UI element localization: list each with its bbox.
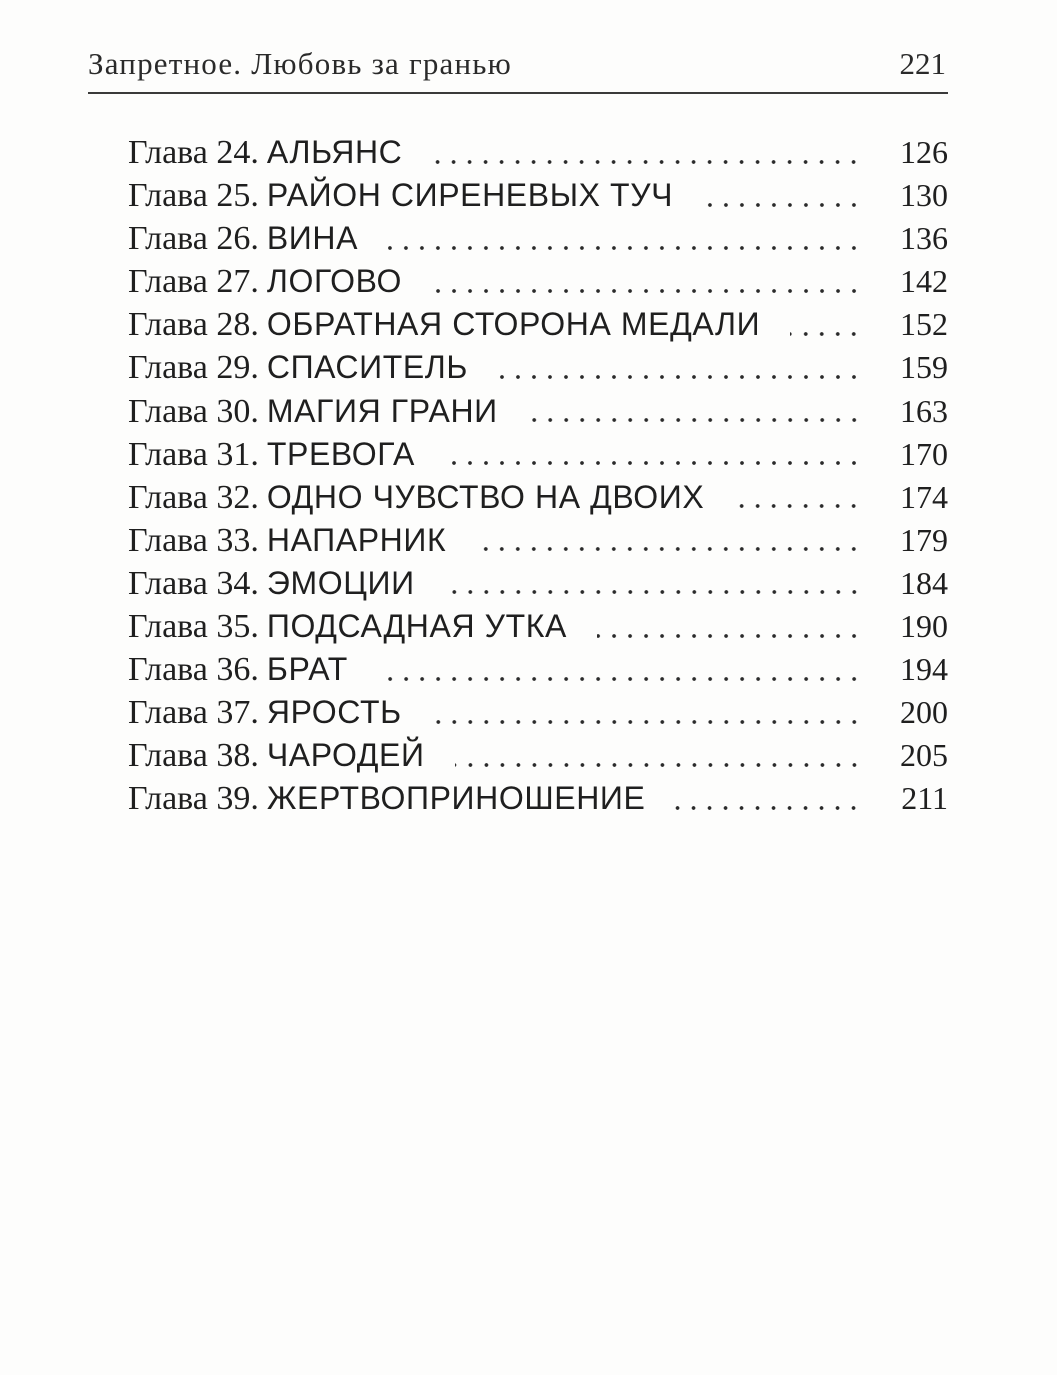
toc-entry-text [128,734,425,777]
toc-entry-text [128,777,645,820]
toc-entry [128,346,948,389]
chapter-page-number: 142 [900,263,948,300]
chapter-label: Глава 29. [128,349,259,387]
toc-entry [128,433,948,476]
toc-entry-text [128,390,498,433]
chapter-title: ЯРОСТЬ [266,694,402,731]
toc-entry-text [128,346,468,389]
toc-entry [128,303,948,346]
chapter-label: Глава 24. [128,134,259,171]
chapter-title: ЖЕРТВОПРИНОШЕНИЕ [266,780,646,817]
chapter-title: ЧАРОДЕЙ [266,737,425,774]
page-number: 221 [899,46,946,81]
chapter-page-number: 126 [900,134,948,170]
toc-entry [128,519,948,562]
toc-entry-text [128,519,446,562]
chapter-title: БРАТ [266,651,348,688]
chapter-page-number: 152 [900,306,948,343]
toc-entry [128,648,948,691]
toc-entry-text [128,562,415,605]
chapter-page-number: 184 [900,564,948,601]
toc-entry-text [128,433,415,476]
toc-entry [128,390,948,433]
dot-leader [455,763,862,767]
chapter-label: Глава 31. [128,435,259,473]
toc-entry-text [128,476,704,519]
toc-entry-text [128,217,358,260]
dot-leader [445,590,862,594]
toc-entry [128,131,948,174]
chapter-label: Глава 35. [128,608,259,646]
chapter-label: Глава 39. [128,780,259,818]
toc-entry [128,217,948,260]
chapter-title: ЭМОЦИИ [266,564,415,601]
chapter-label: Глава 27. [128,263,259,301]
toc-entry [128,691,948,734]
chapter-page-number: 194 [900,651,948,688]
dot-leader [703,203,862,207]
chapter-title: ТРЕВОГА [266,435,415,472]
chapter-label: Глава 28. [128,306,259,344]
chapter-page-number: 190 [900,608,948,645]
chapter-title: ОДНО ЧУВСТВО НА ДВОИХ [266,478,705,515]
chapter-page-number: 174 [900,478,948,515]
toc-entry-text [128,131,402,174]
toc-entry-text [128,303,760,346]
running-head [88,38,948,94]
chapter-title: ОБРАТНАЯ СТОРОНА МЕДАЛИ [266,306,761,343]
toc-entry-text [128,605,567,648]
chapter-page-number: 170 [900,435,948,472]
toc-entry [128,476,948,519]
chapter-title: МАГИЯ ГРАНИ [266,392,498,429]
chapter-title: НАПАРНИК [266,521,447,558]
chapter-page-number: 179 [900,521,948,558]
dot-leader [528,418,862,422]
chapter-page-number: 136 [900,220,948,257]
toc-entry [128,777,948,820]
dot-leader [498,375,862,379]
chapter-label: Глава 25. [128,177,259,215]
chapter-label: Глава 26. [128,220,259,258]
chapter-page-number: 200 [900,694,948,731]
toc-entry-text [128,691,402,734]
toc-entry-text [128,648,348,691]
chapter-page-number: 130 [900,177,948,214]
dot-leader [734,504,862,508]
chapter-page-number: 159 [900,349,948,386]
table-of-contents [128,131,948,821]
dot-leader [432,289,862,293]
dot-leader [597,634,862,638]
dot-leader [432,160,862,164]
toc-entry-text [128,260,402,303]
running-title: Запретное. Любовь за гранью [88,46,513,81]
toc-entry [128,174,948,217]
chapter-label: Глава 36. [128,651,259,689]
toc-entry [128,260,948,303]
dot-leader [790,332,862,336]
chapter-title: ЛОГОВО [266,263,402,300]
chapter-label: Глава 38. [128,737,259,775]
chapter-label: Глава 32. [128,478,259,516]
dot-leader [675,806,862,810]
chapter-title: ВИНА [266,220,359,257]
chapter-label: Глава 30. [128,392,259,430]
dot-leader [432,720,862,724]
chapter-label: Глава 37. [128,694,259,732]
chapter-title: АЛЬЯНС [266,134,403,170]
chapter-page-number: 211 [901,780,948,817]
chapter-page-number: 205 [900,737,948,774]
dot-leader [388,246,862,250]
chapter-title: СПАСИТЕЛЬ [266,349,469,386]
chapter-title: РАЙОН СИРЕНЕВЫХ ТУЧ [266,177,674,214]
chapter-label: Глава 34. [128,564,259,602]
toc-entry [128,605,948,648]
toc-entry-text [128,174,673,217]
dot-leader [445,461,862,465]
chapter-page-number: 163 [900,392,948,429]
dot-leader [378,677,862,681]
chapter-label: Глава 33. [128,521,259,559]
toc-entry [128,734,948,777]
dot-leader [476,547,862,551]
chapter-title: ПОДСАДНАЯ УТКА [266,608,567,645]
toc-entry [128,562,948,605]
